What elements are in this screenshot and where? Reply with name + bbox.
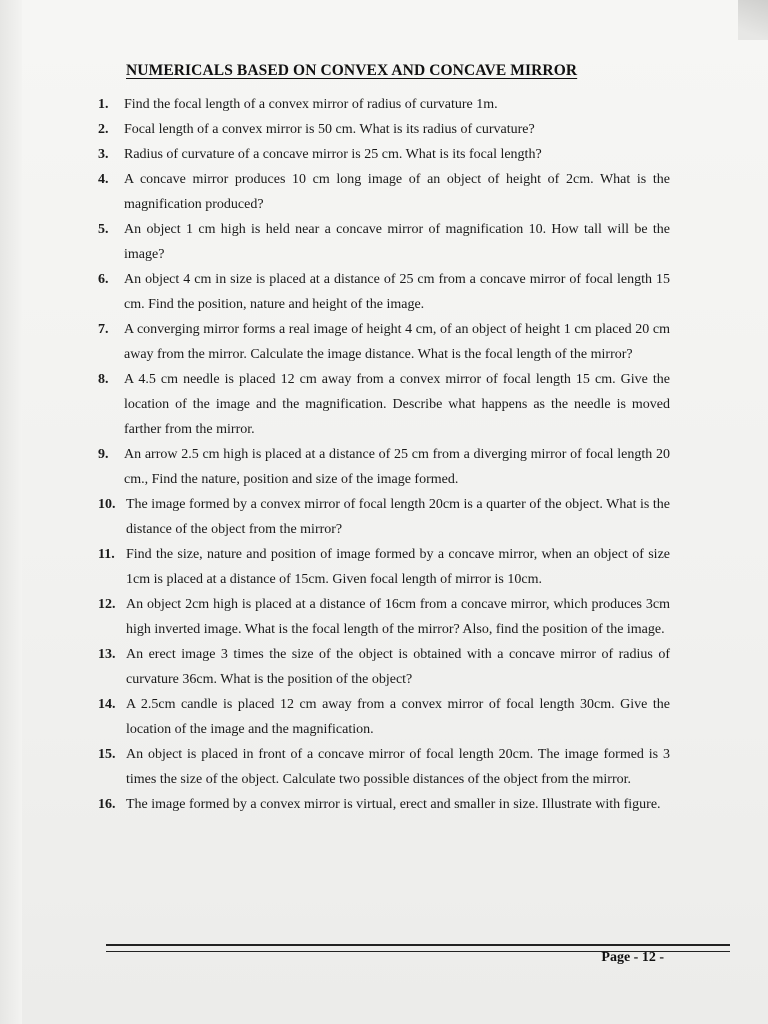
page-margin-shadow bbox=[0, 0, 22, 1024]
question-text: An object is placed in front of a concave mirror of focal length 20cm. The image formed is 3 times the size of the object. Calculate two possible distances of the object from the mirror. bbox=[126, 747, 670, 787]
page-number: Page - 12 - bbox=[601, 950, 664, 965]
question-number: 2. bbox=[98, 122, 109, 137]
question-item bbox=[98, 542, 670, 592]
question-item bbox=[98, 317, 670, 367]
question-text: An object 4 cm in size is placed at a distance of 25 cm from a concave mirror of focal length 15 cm. Find the position, nature and height of the image. bbox=[124, 272, 670, 312]
question-number: 14. bbox=[98, 697, 116, 712]
question-text: Radius of curvature of a concave mirror is 25 cm. What is its focal length? bbox=[124, 147, 542, 162]
question-item bbox=[98, 117, 670, 142]
question-text: A 4.5 cm needle is placed 12 cm away from a convex mirror of focal length 15 cm. Give the location of the image and the magnification. Describe what happens as the needle is moved farther from the mirror. bbox=[124, 372, 670, 437]
question-item bbox=[98, 367, 670, 442]
question-number: 5. bbox=[98, 222, 109, 237]
page-title: NUMERICALS BASED ON CONVEX AND CONCAVE MIRROR bbox=[126, 62, 578, 79]
question-number: 12. bbox=[98, 597, 116, 612]
question-text: The image formed by a convex mirror is virtual, erect and smaller in size. Illustrate with figure. bbox=[126, 797, 661, 812]
question-text: The image formed by a convex mirror of focal length 20cm is a quarter of the object. What is the distance of the object from the mirror? bbox=[126, 497, 670, 537]
page-corner-fold bbox=[738, 0, 768, 40]
question-item bbox=[98, 217, 670, 267]
question-text: A concave mirror produces 10 cm long image of an object of height of 2cm. What is the magnification produced? bbox=[124, 172, 670, 212]
question-number: 9. bbox=[98, 447, 109, 462]
question-number: 15. bbox=[98, 747, 116, 762]
question-number: 11. bbox=[98, 547, 115, 562]
question-item bbox=[98, 742, 670, 792]
question-number: 16. bbox=[98, 797, 116, 812]
question-text: An arrow 2.5 cm high is placed at a distance of 25 cm from a diverging mirror of focal length 20 cm., Find the nature, position and size of the image formed. bbox=[124, 447, 670, 487]
question-text: A 2.5cm candle is placed 12 cm away from a convex mirror of focal length 30cm. Give the location of the image and the magnification. bbox=[126, 697, 670, 737]
question-number: 7. bbox=[98, 322, 109, 337]
question-item bbox=[98, 792, 670, 817]
question-text: Find the focal length of a convex mirror of radius of curvature 1m. bbox=[124, 97, 498, 112]
question-number: 1. bbox=[98, 97, 109, 112]
question-text: An object 1 cm high is held near a concave mirror of magnification 10. How tall will be the image? bbox=[124, 222, 670, 262]
question-list bbox=[98, 92, 670, 817]
question-item bbox=[98, 492, 670, 542]
question-item bbox=[98, 267, 670, 317]
question-item bbox=[98, 142, 670, 167]
question-text: An erect image 3 times the size of the object is obtained with a concave mirror of radius of curvature 36cm. What is the position of the object? bbox=[126, 647, 670, 687]
question-number: 3. bbox=[98, 147, 109, 162]
question-item bbox=[98, 642, 670, 692]
question-text: A converging mirror forms a real image of height 4 cm, of an object of height 1 cm placed 20 cm away from the mirror. Calculate the image distance. What is the focal length of the mirror? bbox=[124, 322, 670, 362]
question-number: 4. bbox=[98, 172, 109, 187]
question-item bbox=[98, 592, 670, 642]
question-text: An object 2cm high is placed at a distance of 16cm from a concave mirror, which produces 3cm high inverted image. What is the focal length of the mirror? Also, find the position of the image. bbox=[126, 597, 670, 637]
question-number: 13. bbox=[98, 647, 116, 662]
question-item bbox=[98, 92, 670, 117]
question-item bbox=[98, 442, 670, 492]
question-item bbox=[98, 167, 670, 217]
question-item bbox=[98, 692, 670, 742]
question-number: 8. bbox=[98, 372, 109, 387]
question-text: Find the size, nature and position of image formed by a concave mirror, when an object of size 1cm is placed at a distance of 15cm. Given focal length of mirror is 10cm. bbox=[126, 547, 670, 587]
question-number: 6. bbox=[98, 272, 109, 287]
question-number: 10. bbox=[98, 497, 116, 512]
question-text: Focal length of a convex mirror is 50 cm. What is its radius of curvature? bbox=[124, 122, 535, 137]
